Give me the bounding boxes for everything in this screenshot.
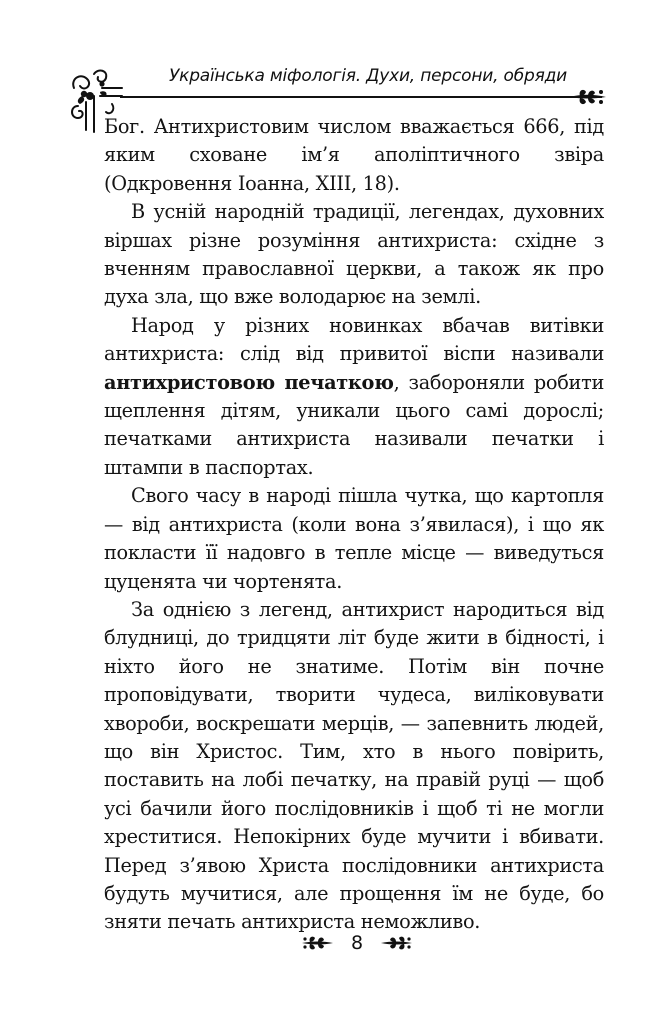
paragraph-5: За однією з легенд, антихрист народиться від блудниці, до тридцяти літ буде жити в бідності, і ніхто його не знатиме. Потім він почне проповідувати, творити чудеса, виліковувати хвороби, воскрешати мерців, — запевнить людей, що він Христос. Тим, хто в нього повірить, поставить на лобі печатку, на правій руці — щоб усі бачили його послідовників і щоб ті не могли хреститися. Непокірних буде мучити і вбивати. Перед з’явою Христа послідовники антихриста будуть мучитися, але прощення їм не буде, бо зняти печать антихриста неможливо. xyxy=(104,597,604,934)
floral-ornament-icon xyxy=(380,934,414,952)
paragraph-2: В усній народній традиції, легендах, духовних віршах різне розуміння антихриста: східне з вченням православної церкви, а також як про духа зла, що вже володарює на землі. xyxy=(104,200,604,309)
paragraph-1: Бог. Антихристовим числом вважається 666, під яким сховане ім’я аполіптичного звіра (Одкровення Іоанна, XIII, 18). xyxy=(104,115,604,195)
page-footer xyxy=(0,926,658,960)
body-text xyxy=(104,113,604,937)
header-rule xyxy=(120,96,602,98)
paragraph-3-end: , забороняли робити щеплення дітям, уникали цього самі дорослі; печатками антихриста називали печатки і штампи в паспортах. xyxy=(104,370,604,479)
paragraph-3-start: Народ у різних новинках вбачав витівки антихриста: слід від привитої віспи називали xyxy=(104,313,604,366)
floral-ornament-icon xyxy=(300,934,334,952)
paragraph-3-bold-term: антихристовою печаткою xyxy=(104,370,394,394)
running-header-title: Українська міфологія. Духи, персони, обряди xyxy=(168,66,567,86)
paragraph-3 xyxy=(104,312,604,482)
paragraph-4: Свого часу в народі пішла чутка, що картопля — від антихриста (коли вона з’явилася), і що як покласти її надовго в тепле місце — виведуться цуценята чи чортенята. xyxy=(104,484,604,593)
vine-ornament-icon xyxy=(568,86,608,108)
page-number: 8 xyxy=(350,932,364,954)
